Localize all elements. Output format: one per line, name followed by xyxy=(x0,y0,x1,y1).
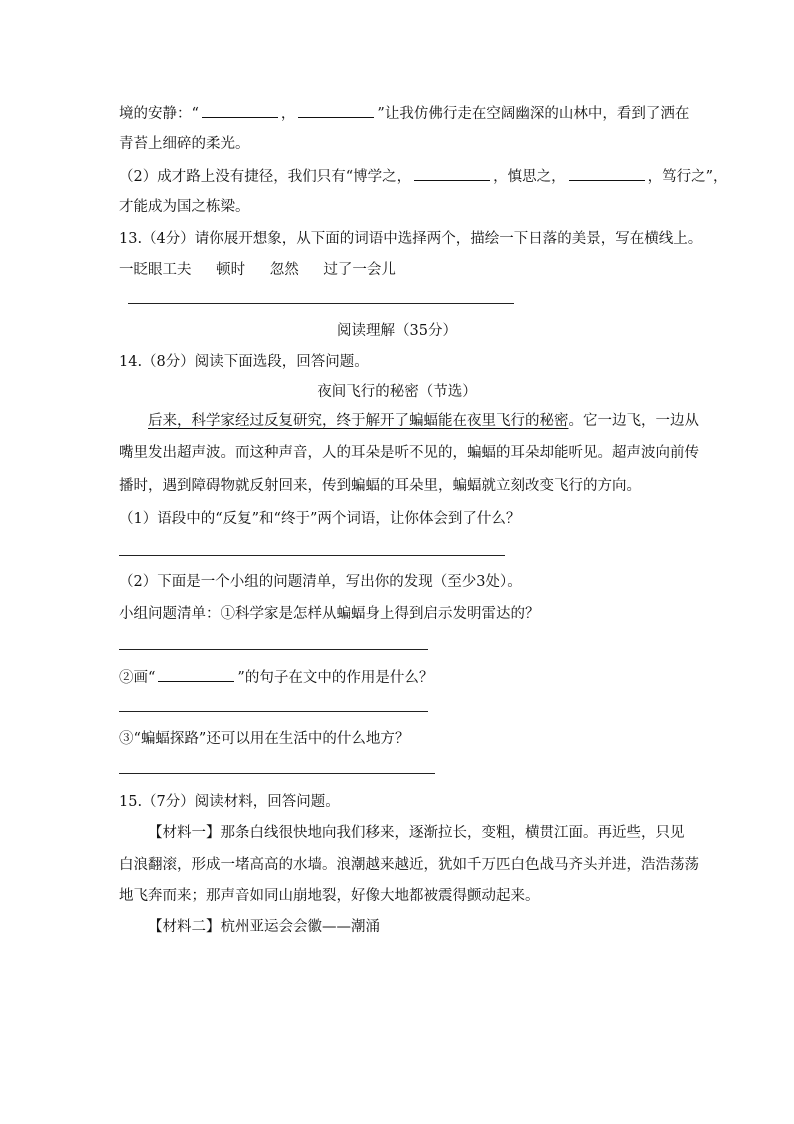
text: （2）成才路上没有捷径，我们只有“博学之， xyxy=(119,169,412,185)
list-item xyxy=(119,667,433,688)
text-line: 青苔上细碎的柔光。 xyxy=(119,136,250,152)
underlined-sentence: 后来，科学家经过反复研究，终于解开了蝙蝠能在夜里飞行的秘密 xyxy=(148,413,569,429)
answer-line[interactable] xyxy=(119,773,435,774)
text: ， xyxy=(280,106,296,122)
question-15: 15.（7分）阅读材料，回答问题。 xyxy=(119,794,340,810)
answer-line[interactable] xyxy=(119,711,428,712)
text: ，慎思之， xyxy=(493,169,566,185)
text: 境的安静：“ xyxy=(119,106,199,122)
text: ②画“ xyxy=(119,670,156,686)
section-title: 阅读理解（35分） xyxy=(337,323,457,339)
text: ”让我仿佛行走在空阔幽深的山林中，看到了洒在 xyxy=(377,106,690,122)
answer-blank[interactable] xyxy=(202,103,278,118)
answer-blank[interactable] xyxy=(569,166,645,181)
word-option: 一眨眼工夫 xyxy=(119,262,192,278)
material-line: 地飞奔而来；那声音如同山崩地裂，好像大地都被震得颤动起来。 xyxy=(119,888,540,904)
text: 。它一边飞，一边从 xyxy=(568,413,699,429)
answer-blank[interactable] xyxy=(158,667,234,682)
answer-blank[interactable] xyxy=(414,166,490,181)
answer-line[interactable] xyxy=(119,555,505,556)
text: ”的句子在文中的作用是什么？ xyxy=(237,670,434,686)
passage-line: 嘴里发出超声波。而这种声音，人的耳朵是听不见的，蝙蝠的耳朵却能听见。超声波向前传 xyxy=(119,445,699,461)
list-item: 小组问题清单：①科学家是怎样从蝙蝠身上得到启示发明雷达的？ xyxy=(119,606,540,622)
text: ，笃行之”， xyxy=(647,169,728,185)
word-options xyxy=(119,260,396,280)
material-line: 【材料二】杭州亚运会会徽——潮涌 xyxy=(148,919,380,935)
answer-blank[interactable] xyxy=(298,103,374,118)
question-12-2 xyxy=(119,166,728,187)
poem-line xyxy=(119,103,689,124)
question-14-2: （2）下面是一个小组的问题清单，写出你的发现（至少3处）。 xyxy=(119,574,522,590)
list-item: ③“蝙蝠探路”还可以用在生活中的什么地方？ xyxy=(119,731,410,747)
question-14: 14.（8分）阅读下面选段，回答问题。 xyxy=(119,354,369,370)
answer-line[interactable] xyxy=(128,303,514,304)
passage-line xyxy=(148,411,699,431)
word-option: 顿时 xyxy=(216,262,246,278)
material-line: 白浪翻滚，形成一堵高高的水墙。浪潮越来越近，犹如千万匹白色战马齐头并进，浩浩荡荡 xyxy=(119,857,699,873)
question-14-1: （1）语段中的“反复”和“终于”两个词语，让你体会到了什么？ xyxy=(119,511,521,527)
word-option: 过了一会儿 xyxy=(323,262,396,278)
passage-line: 播时，遇到障碍物就反射回来，传到蝙蝠的耳朵里，蝙蝠就立刻改变飞行的方向。 xyxy=(119,478,641,494)
question-13: 13.（4分）请你展开想象，从下面的词语中选择两个，描绘一下日落的美景，写在横线上。 xyxy=(119,231,703,247)
word-option: 忽然 xyxy=(269,262,299,278)
passage-title: 夜间飞行的秘密（节选） xyxy=(317,384,477,400)
material-line: 【材料一】那条白线很快地向我们移来，逐渐拉长，变粗，横贯江面。再近些，只见 xyxy=(148,825,685,841)
text-line: 才能成为国之栋梁。 xyxy=(119,199,250,215)
answer-line[interactable] xyxy=(119,649,428,650)
